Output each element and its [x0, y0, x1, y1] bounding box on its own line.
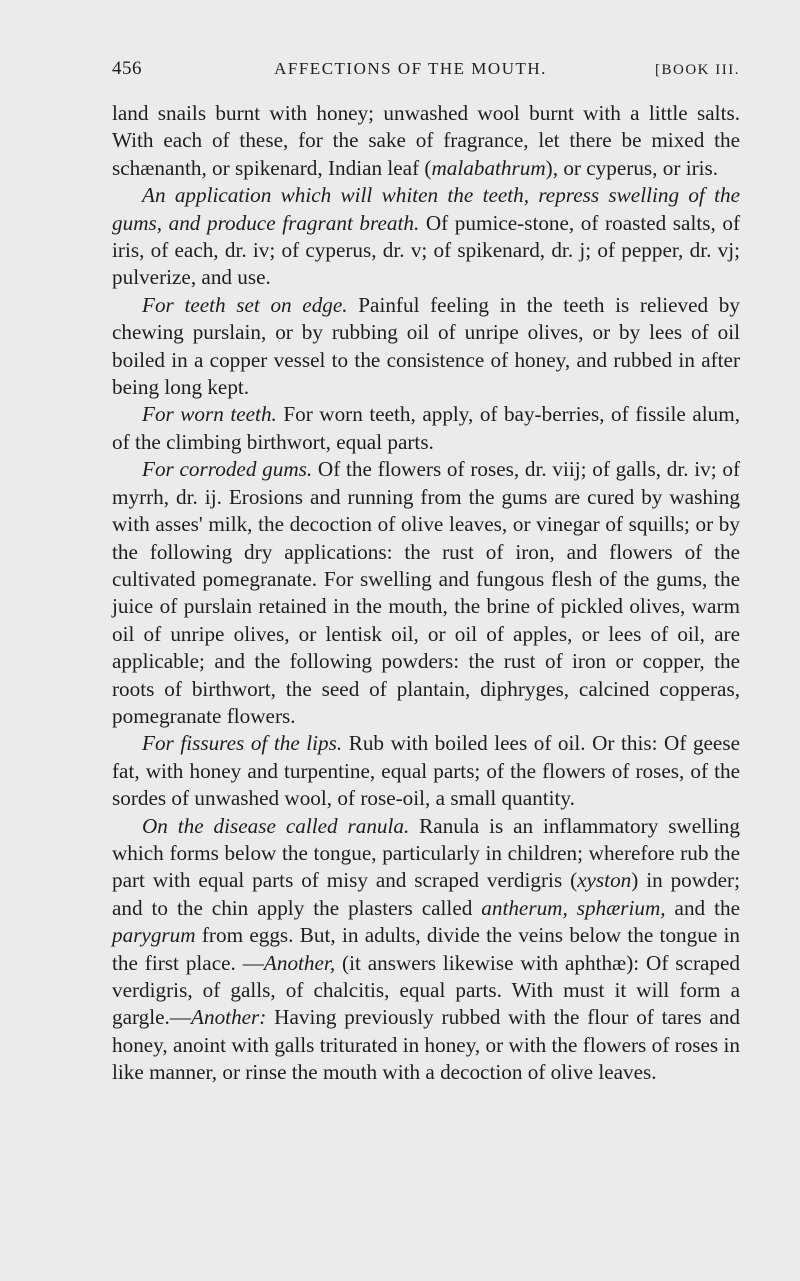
- book-reference: [BOOK III.: [655, 62, 740, 78]
- running-title: AFFECTIONS OF THE MOUTH.: [274, 59, 547, 78]
- italic-term: parygrum: [112, 923, 196, 948]
- paragraph-worn-teeth: For worn teeth. For worn teeth, apply, of bay-berries, of fissile alum, of the climbing birthwort, equal parts.: [112, 402, 740, 454]
- italic-term: antherum, sphærium,: [481, 895, 666, 920]
- running-header: [112, 58, 740, 88]
- italic-term: xyston: [577, 868, 632, 893]
- section-heading: On the disease called ranula.: [142, 813, 410, 838]
- section-heading: For worn teeth.: [142, 402, 277, 427]
- body-text: [112, 100, 740, 1087]
- section-heading: For fissures of the lips.: [142, 731, 343, 756]
- italic-term: Another,: [263, 950, 336, 975]
- paragraph-ranula: On the disease called ranula. Ranula is an inflammatory swelling which forms below the tongue, particularly in children; wherefore rub the part with equal parts of misy and scraped verdigris (xyston) in powder; and to the chin apply the plasters called antherum, sphærium, and the parygrum from eggs. But, in adults, divide the veins below the tongue in the first place. —Another, (it answers likewise with aphthæ): Of scraped verdigris, of galls, of chalcitis, equal parts. With must it will form a gargle.—Another: Having previously rubbed with the flour of tares and honey, anoint with galls triturated in honey, or with the flowers of roses in like manner, or rinse the mouth with a decoction of olive leaves.: [112, 813, 740, 1085]
- italic-term: Another:: [191, 1005, 267, 1030]
- paragraph-whitening-application: An application which will whiten the teeth, repress swelling of the gums, and produce fragrant breath. Of pumice-stone, of roasted salts, of iris, of each, dr. iv; of cyperus, dr. v; of spikenard, dr. j; of pepper, dr. vj; pulverize, and use.: [112, 183, 741, 290]
- section-heading: For teeth set on edge.: [142, 292, 348, 317]
- section-heading: For corroded gums.: [142, 457, 313, 482]
- page-number: 456: [112, 58, 142, 79]
- section-heading: An application which will whiten the teeth, repress swelling of the gums, and produce fragrant breath.: [112, 183, 740, 235]
- italic-term: malabathrum: [431, 155, 546, 180]
- paragraph-fissures-of-lips: For fissures of the lips. Rub with boiled lees of oil. Or this: Of geese fat, with honey and turpentine, equal parts; of the flowers of roses, of the sordes of unwashed wool, of rose-oil, a small quantity.: [112, 731, 740, 811]
- paragraph-continuation: land snails burnt with honey; unwashed wool burnt with a little salts. With each of these, for the sake of fragrance, let there be mixed the schænanth, or spikenard, Indian leaf (malabathrum), or cyperus, or iris.: [112, 101, 740, 180]
- paragraph-corroded-gums: For corroded gums. Of the flowers of roses, dr. viij; of galls, dr. iv; of myrrh, dr. ij. Erosions and running from the gums are cured by washing with asses' milk, the decoction of olive leaves, or vinegar of squills; or by the following dry applications: the rust of iron, and flowers of the cultivated pomegranate. For swelling and fungous flesh of the gums, the juice of purslain retained in the mouth, the brine of pickled olives, warm oil of unripe olives, or lentisk oil, or oil of apples, or lees of oil, are applicable; and the following powders: the rust of iron or copper, the roots of birthwort, the seed of plantain, diphryges, calcined copperas, pomegranate flowers.: [112, 457, 740, 728]
- paragraph-teeth-on-edge: For teeth set on edge. Painful feeling in the teeth is relieved by chewing purslain, or by rubbing oil of unripe olives, or by lees of oil boiled in a copper vessel to the consistence of honey, and rubbed in after being long kept.: [112, 292, 740, 400]
